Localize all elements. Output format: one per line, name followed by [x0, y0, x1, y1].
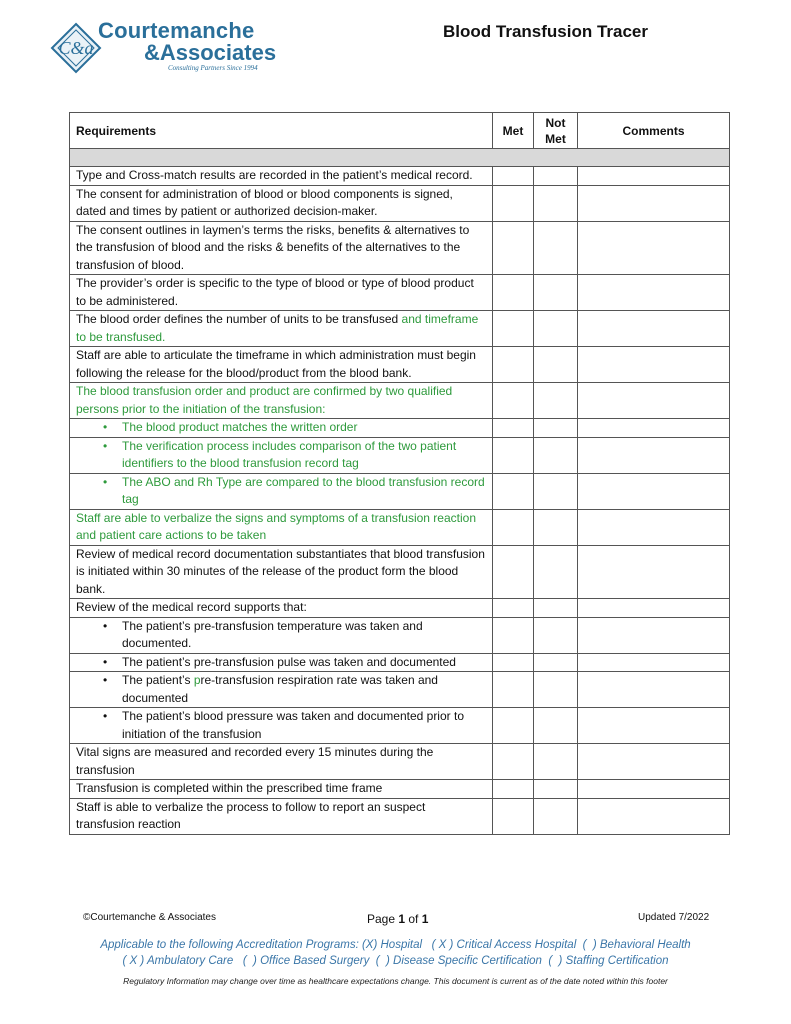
requirement-text: Review of the medical record supports that: — [76, 600, 307, 614]
met-checkbox-cell[interactable] — [493, 509, 534, 545]
page-total: 1 — [421, 912, 429, 926]
logo-company-name: Courtemanche — [98, 18, 255, 43]
met-checkbox-cell[interactable] — [493, 473, 534, 509]
not-met-checkbox-cell[interactable] — [534, 347, 578, 383]
section-shade-cell — [70, 149, 730, 167]
requirement-cell — [70, 383, 493, 419]
comments-cell[interactable] — [578, 653, 730, 672]
not-met-checkbox-cell[interactable] — [534, 509, 578, 545]
requirement-row — [70, 545, 730, 599]
not-met-checkbox-cell[interactable] — [534, 437, 578, 473]
comments-cell[interactable] — [578, 744, 730, 780]
requirement-cell — [70, 708, 493, 744]
comments-cell[interactable] — [578, 798, 730, 834]
requirement-row — [70, 167, 730, 186]
comments-cell[interactable] — [578, 780, 730, 799]
section-shade-row — [70, 149, 730, 167]
not-met-checkbox-cell[interactable] — [534, 221, 578, 275]
comments-cell[interactable] — [578, 347, 730, 383]
requirement-cell — [70, 275, 493, 311]
bullet-icon: • — [103, 673, 108, 687]
requirement-row — [70, 798, 730, 834]
requirement-cell — [70, 780, 493, 799]
comments-cell[interactable] — [578, 509, 730, 545]
footer-page-number — [367, 912, 428, 926]
table-body — [70, 149, 730, 835]
requirement-cell — [70, 221, 493, 275]
requirement-cell — [70, 744, 493, 780]
requirement-text: p — [193, 673, 201, 687]
logo-tagline: Consulting Partners Since 1994 — [168, 64, 258, 72]
not-met-checkbox-cell[interactable] — [534, 780, 578, 799]
not-met-checkbox-cell[interactable] — [534, 653, 578, 672]
met-checkbox-cell[interactable] — [493, 653, 534, 672]
comments-cell[interactable] — [578, 437, 730, 473]
not-met-checkbox-cell[interactable] — [534, 672, 578, 708]
met-checkbox-cell[interactable] — [493, 275, 534, 311]
bullet-requirement-row — [70, 437, 730, 473]
column-header-met: Met — [493, 113, 534, 149]
page-of: of — [405, 912, 422, 926]
bullet-icon: • — [103, 654, 108, 669]
requirement-row — [70, 221, 730, 275]
requirement-text: Review of medical record documentation substantiates that blood transfusion is initiated within 30 minutes of the release of the product form the blood bank. — [76, 546, 485, 596]
met-checkbox-cell[interactable] — [493, 617, 534, 653]
met-checkbox-cell[interactable] — [493, 672, 534, 708]
not-met-checkbox-cell[interactable] — [534, 473, 578, 509]
bullet-requirement-row — [70, 419, 730, 438]
requirement-cell — [70, 617, 493, 653]
requirement-cell — [70, 419, 493, 438]
column-header-not-met-label: Not Met — [545, 115, 566, 146]
requirement-row — [70, 311, 730, 347]
requirement-cell — [70, 798, 493, 834]
comments-cell[interactable] — [578, 672, 730, 708]
requirement-cell — [70, 473, 493, 509]
requirement-text: The patient’s pre-transfusion temperature was taken and documented. — [122, 618, 423, 650]
requirement-text: Staff are able to articulate the timeframe in which administration must begin following the release for the blood/product from the blood bank. — [76, 348, 476, 380]
requirement-text: The patient’s — [122, 673, 194, 687]
not-met-checkbox-cell[interactable] — [534, 744, 578, 780]
bullet-requirement-row — [70, 672, 730, 708]
logo-diamond-icon — [50, 22, 102, 74]
met-checkbox-cell[interactable] — [493, 744, 534, 780]
met-checkbox-cell[interactable] — [493, 437, 534, 473]
met-checkbox-cell[interactable] — [493, 347, 534, 383]
company-logo — [50, 18, 280, 76]
requirement-text: Transfusion is completed within the prescribed time frame — [76, 781, 383, 795]
not-met-checkbox-cell[interactable] — [534, 545, 578, 599]
requirement-row — [70, 599, 730, 618]
not-met-checkbox-cell[interactable] — [534, 798, 578, 834]
requirement-text: The blood product matches the written order — [122, 420, 358, 434]
comments-cell[interactable] — [578, 167, 730, 186]
requirement-text: Vital signs are measured and recorded every 15 minutes during the transfusion — [76, 745, 434, 777]
requirement-row — [70, 347, 730, 383]
footer-copyright: ©Courtemanche & Associates — [83, 912, 216, 923]
requirement-row — [70, 509, 730, 545]
page-prefix: Page — [367, 912, 399, 926]
met-checkbox-cell[interactable] — [493, 599, 534, 618]
requirement-cell — [70, 599, 493, 618]
page-current: 1 — [398, 912, 406, 926]
programs-line-2: ( X ) Ambulatory Care ( ) Office Based Surgery ( ) Disease Specific Certification ( ) Staffing Certification — [122, 955, 669, 967]
column-header-requirements: Requirements — [70, 113, 493, 149]
requirement-text: The patient’s blood pressure was taken and documented prior to initiation of the transfusion — [122, 709, 464, 741]
programs-line-1: Applicable to the following Accreditation Programs: (X) Hospital ( X ) Critical Access Hospital ( ) Behavioral Health — [100, 939, 691, 951]
footer-accreditation-programs — [0, 937, 791, 969]
not-met-checkbox-cell[interactable] — [534, 167, 578, 186]
requirement-cell — [70, 509, 493, 545]
requirement-text: and timeframe to be transfused. — [76, 312, 479, 344]
requirement-text: Type and Cross-match results are recorded in the patient’s medical record. — [76, 168, 473, 182]
requirement-text: Staff is able to verbalize the process to follow to report an suspect transfusion reaction — [76, 799, 426, 831]
comments-cell[interactable] — [578, 545, 730, 599]
comments-cell[interactable] — [578, 221, 730, 275]
table-header-row — [70, 113, 730, 149]
bullet-icon: • — [103, 438, 108, 453]
requirement-cell — [70, 545, 493, 599]
requirement-cell — [70, 653, 493, 672]
document-title: Blood Transfusion Tracer — [443, 22, 648, 41]
bullet-icon: • — [103, 474, 108, 489]
requirement-text: The ABO and Rh Type are compared to the blood transfusion record tag — [122, 474, 485, 506]
comments-cell[interactable] — [578, 599, 730, 618]
met-checkbox-cell[interactable] — [493, 419, 534, 438]
requirement-row — [70, 275, 730, 311]
met-checkbox-cell[interactable] — [493, 167, 534, 186]
not-met-checkbox-cell[interactable] — [534, 617, 578, 653]
requirement-text: re-transfusion respiration rate was taken and documented — [122, 673, 438, 705]
not-met-checkbox-cell[interactable] — [534, 383, 578, 419]
footer-regulatory-note: Regulatory Information may change over time as healthcare expectations change. This document is current as of the date noted within this footer — [123, 976, 668, 986]
not-met-checkbox-cell[interactable] — [534, 185, 578, 221]
comments-cell[interactable] — [578, 617, 730, 653]
met-checkbox-cell[interactable] — [493, 798, 534, 834]
requirement-cell — [70, 167, 493, 186]
requirement-text: The consent for administration of blood or blood components is signed, dated and times by patient or authorized decision-maker. — [76, 186, 453, 218]
met-checkbox-cell[interactable] — [493, 185, 534, 221]
bullet-requirement-row — [70, 617, 730, 653]
met-checkbox-cell[interactable] — [493, 780, 534, 799]
bullet-requirement-row — [70, 473, 730, 509]
not-met-checkbox-cell[interactable] — [534, 275, 578, 311]
requirement-row — [70, 744, 730, 780]
not-met-checkbox-cell[interactable] — [534, 419, 578, 438]
requirement-text: The consent outlines in laymen’s terms the risks, benefits & alternatives to the transfusion of blood and the risks & benefits of the alternatives to the transfusion of blood. — [76, 222, 470, 272]
met-checkbox-cell[interactable] — [493, 545, 534, 599]
requirement-cell — [70, 437, 493, 473]
comments-cell[interactable] — [578, 275, 730, 311]
requirement-row — [70, 383, 730, 419]
comments-cell[interactable] — [578, 311, 730, 347]
bullet-requirement-row — [70, 653, 730, 672]
met-checkbox-cell[interactable] — [493, 383, 534, 419]
bullet-icon: • — [103, 709, 108, 723]
met-checkbox-cell[interactable] — [493, 311, 534, 347]
logo-initials: C&a — [58, 38, 94, 58]
requirement-text: The blood transfusion order and product are confirmed by two qualified persons prior to the initiation of the transfusion: — [76, 384, 453, 416]
requirement-cell — [70, 672, 493, 708]
requirement-cell — [70, 185, 493, 221]
not-met-checkbox-cell[interactable] — [534, 599, 578, 618]
bullet-icon: • — [103, 420, 108, 434]
comments-cell[interactable] — [578, 419, 730, 438]
requirement-text: The patient’s pre-transfusion pulse was taken and documented — [122, 654, 456, 669]
comments-cell[interactable] — [578, 383, 730, 419]
comments-cell[interactable] — [578, 708, 730, 744]
column-header-comments: Comments — [578, 113, 730, 149]
bullet-requirement-row — [70, 708, 730, 744]
not-met-checkbox-cell[interactable] — [534, 708, 578, 744]
requirement-text: The provider’s order is specific to the type of blood or type of blood product to be administered. — [76, 276, 474, 308]
met-checkbox-cell[interactable] — [493, 708, 534, 744]
column-header-not-met — [534, 113, 578, 149]
requirement-row — [70, 780, 730, 799]
requirement-text: The blood order defines the number of units to be transfused — [76, 312, 402, 326]
requirement-row — [70, 185, 730, 221]
requirement-cell — [70, 347, 493, 383]
footer-updated-date: Updated 7/2022 — [638, 912, 710, 923]
requirement-text: The verification process includes comparison of the two patient identifiers to the blood transfusion record tag — [122, 438, 457, 470]
not-met-checkbox-cell[interactable] — [534, 311, 578, 347]
bullet-icon: • — [103, 618, 108, 633]
comments-cell[interactable] — [578, 473, 730, 509]
requirement-text: Staff are able to verbalize the signs and symptoms of a transfusion reaction and patient care actions to be taken — [76, 510, 476, 542]
logo-associates: &Associates — [144, 40, 277, 65]
requirements-table — [69, 112, 730, 835]
met-checkbox-cell[interactable] — [493, 221, 534, 275]
comments-cell[interactable] — [578, 185, 730, 221]
requirement-cell — [70, 311, 493, 347]
